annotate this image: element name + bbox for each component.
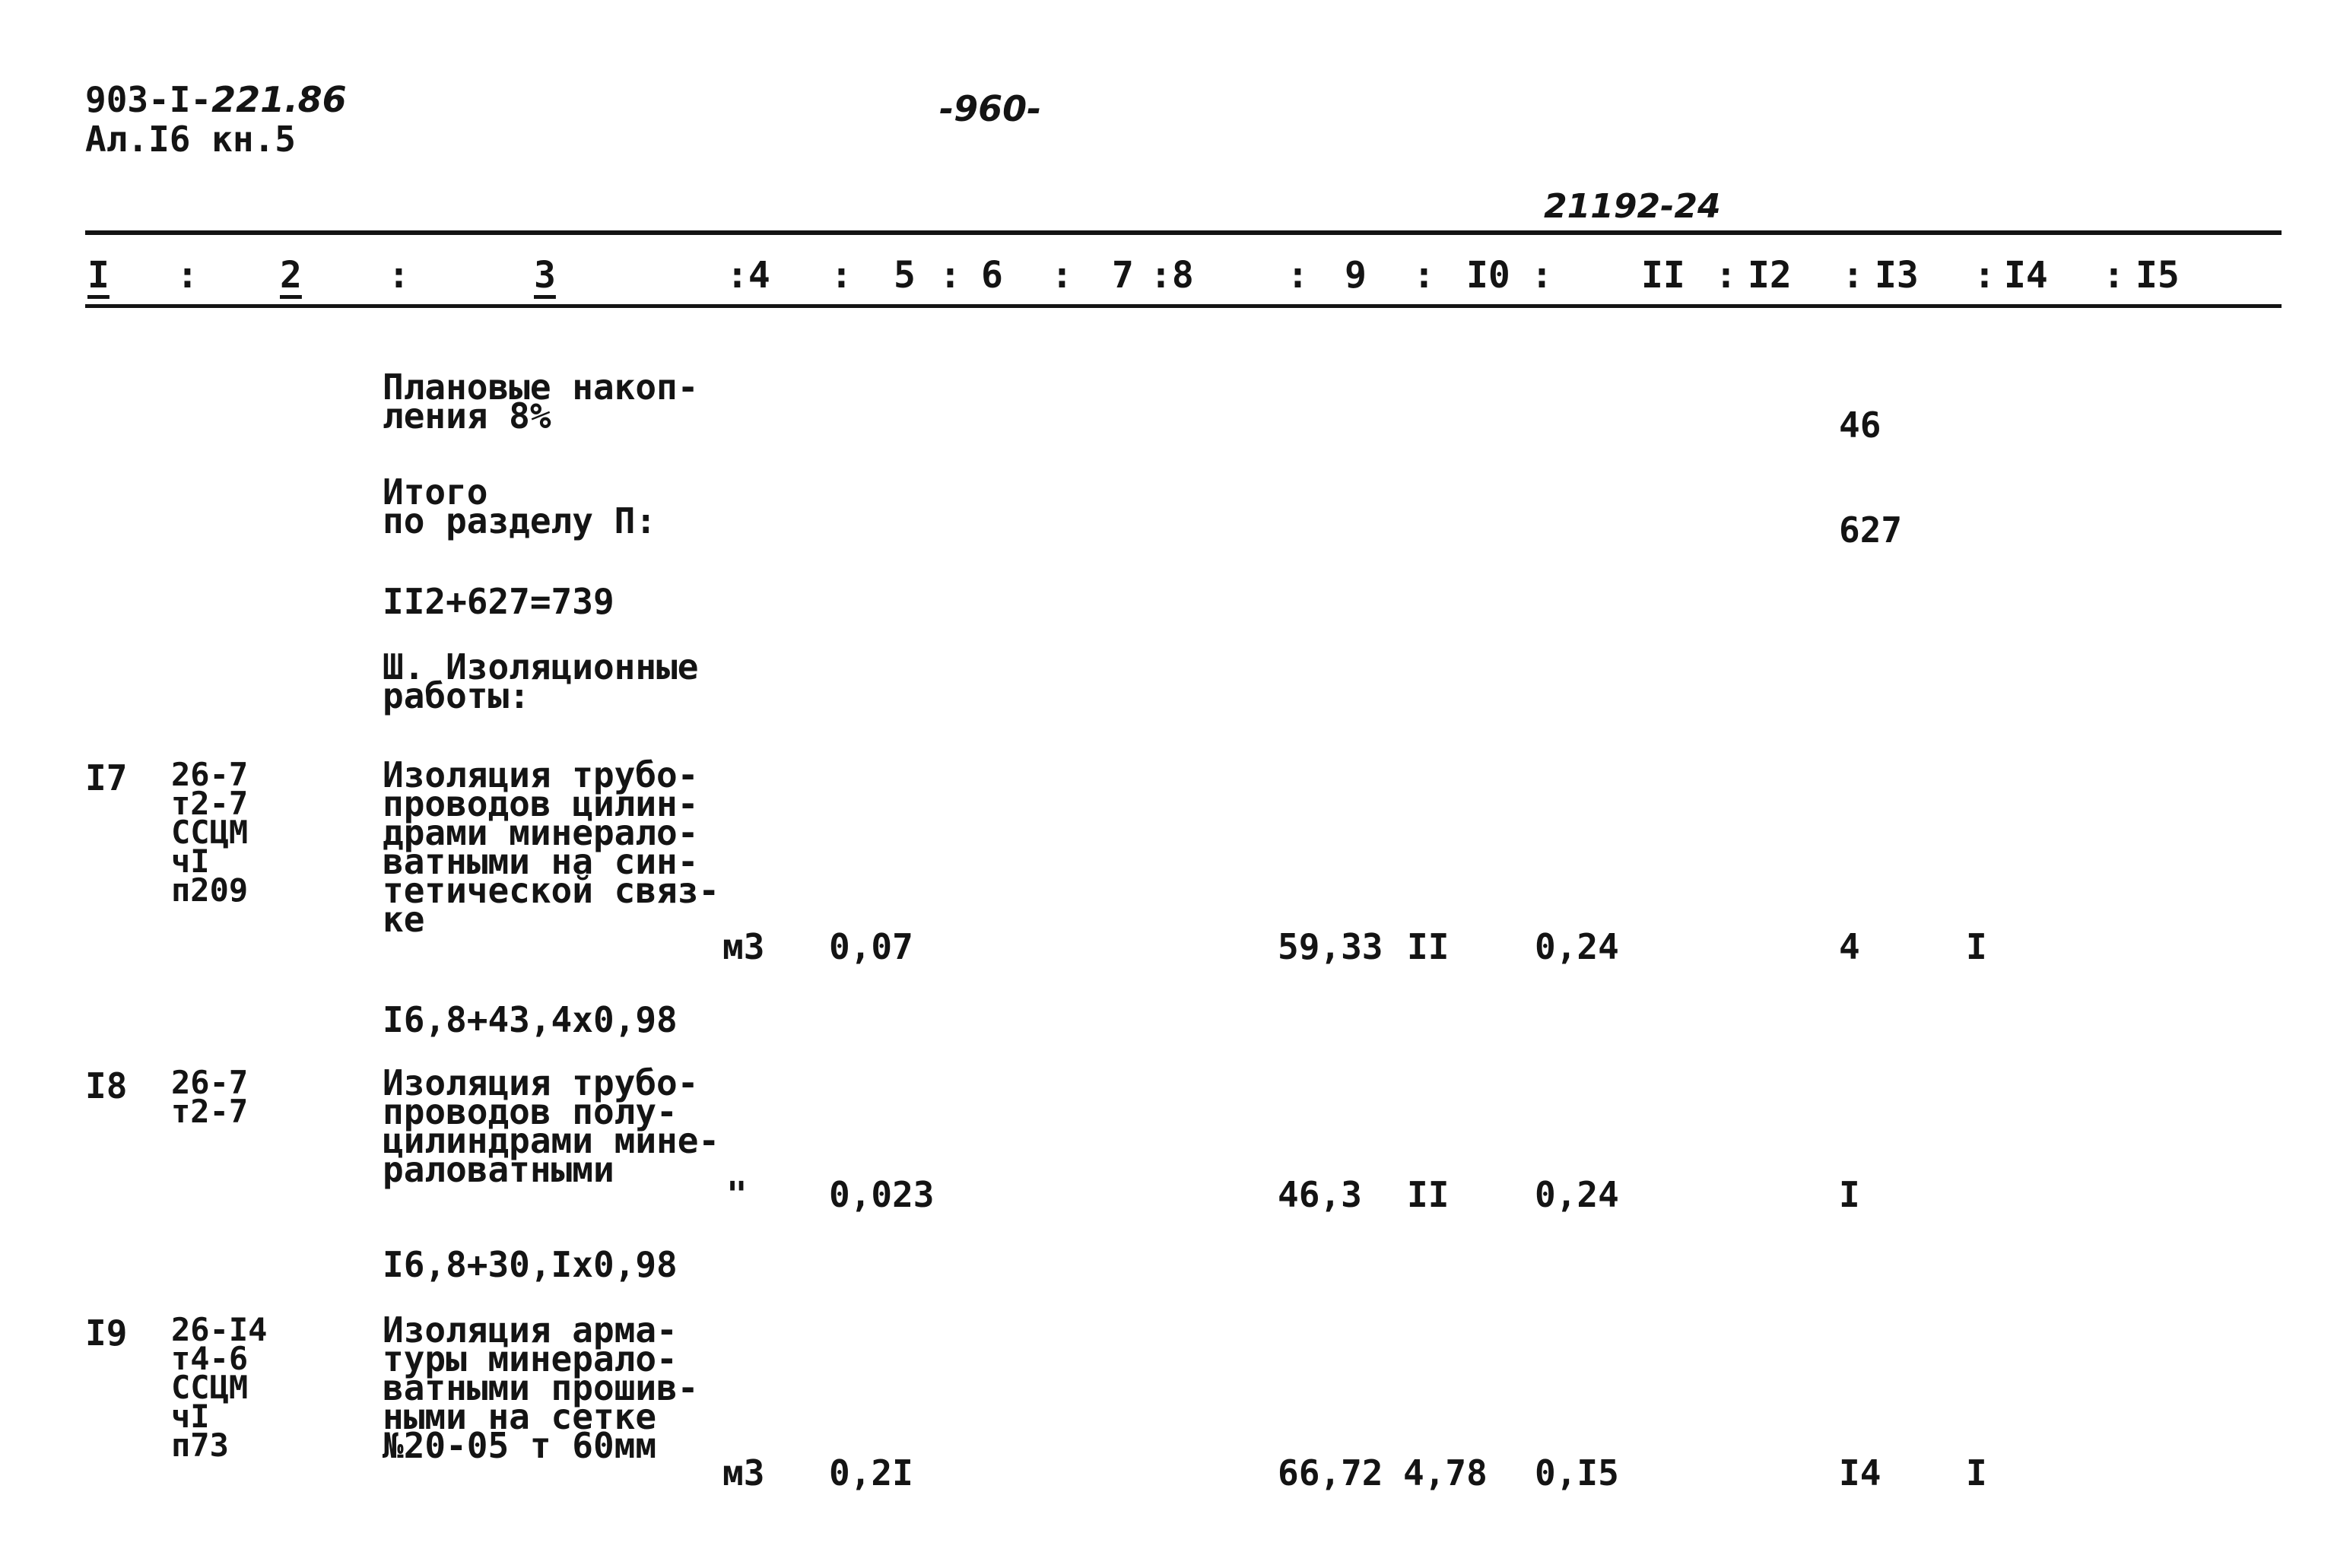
table-top-rule xyxy=(85,230,2282,235)
item-col10: 4,78 xyxy=(1403,1452,1488,1493)
item-col11: 0,I5 xyxy=(1535,1452,1619,1493)
item-code: 26-I4 т4-6 ССЦМ чI п73 xyxy=(171,1311,268,1464)
item-col14: I xyxy=(1966,1452,1987,1493)
item-col9: 66,72 xyxy=(1278,1452,1383,1493)
stamp-number: 21192-24 xyxy=(1544,187,1721,226)
column-separator: : xyxy=(388,254,410,297)
column-header-4: :4 xyxy=(726,254,770,297)
column-separator: : xyxy=(1842,254,1864,297)
item-number: I7 xyxy=(85,757,128,798)
column-header-11: II xyxy=(1641,254,1685,297)
column-header-8: :8 xyxy=(1150,254,1194,297)
item-description: Изоляция арма- туры минерало- ватными прошив- ными на сетке №20-05 т 60мм xyxy=(383,1309,699,1466)
column-header-10: I0 xyxy=(1466,254,1510,297)
section-heading-insulation: Ш. Изоляционные работы: xyxy=(383,646,699,716)
column-separator: : xyxy=(176,254,198,297)
column-header-14: I4 xyxy=(2004,254,2048,297)
row-planned-savings-label: Плановые накоп- ления 8% xyxy=(383,367,699,436)
item-description: Изоляция трубо- проводов цилин- драми минерало- ватными на син- тетической связ- ке xyxy=(383,754,720,940)
column-separator: : xyxy=(1715,254,1737,297)
row-total-formula: II2+627=739 xyxy=(383,581,614,622)
column-header-15: I5 xyxy=(2136,254,2180,297)
page-number: -960- xyxy=(939,88,1042,129)
item-unit: " xyxy=(726,1174,748,1215)
item-col11: 0,24 xyxy=(1535,926,1619,967)
document-code-handwritten: 221.86 xyxy=(211,79,347,120)
column-header-13: I3 xyxy=(1875,254,1919,297)
column-separator: : xyxy=(1413,254,1435,297)
column-header-2: 2 xyxy=(280,254,302,297)
item-quantity: 0,023 xyxy=(829,1174,935,1215)
column-separator: : xyxy=(1531,254,1553,297)
item-col14: I xyxy=(1966,926,1987,967)
column-header-9: 9 xyxy=(1345,254,1367,297)
column-separator: : xyxy=(1051,254,1073,297)
column-header-6: 6 xyxy=(981,254,1003,297)
item-formula: I6,8+30,Iх0,98 xyxy=(383,1244,678,1285)
item-col10: II xyxy=(1407,1174,1450,1215)
item-col10: II xyxy=(1407,926,1450,967)
row-total-label: Итого по разделу П: xyxy=(383,471,657,541)
item-col11: 0,24 xyxy=(1535,1174,1619,1215)
column-separator: : xyxy=(939,254,961,297)
column-separator: : xyxy=(1287,254,1309,297)
item-formula: I6,8+43,4х0,98 xyxy=(383,999,678,1040)
table-header-rule xyxy=(85,304,2282,308)
row-total-col13: 627 xyxy=(1839,509,1903,551)
document-code xyxy=(85,79,347,120)
item-col13: I xyxy=(1839,1174,1860,1215)
item-description: Изоляция трубо- проводов полу- цилиндрами мине- раловатными xyxy=(383,1062,720,1190)
item-number: I9 xyxy=(85,1312,128,1354)
item-unit: м3 xyxy=(722,926,765,967)
item-col9: 59,33 xyxy=(1278,926,1383,967)
item-col9: 46,3 xyxy=(1278,1174,1362,1215)
album-line: Ал.I6 кн.5 xyxy=(85,119,296,160)
item-code: 26-7 т2-7 ССЦМ чI п209 xyxy=(171,756,249,909)
item-col13: 4 xyxy=(1839,926,1860,967)
column-header-5: 5 xyxy=(894,254,916,297)
item-quantity: 0,2I xyxy=(829,1452,913,1493)
item-unit: м3 xyxy=(722,1452,765,1493)
column-header-1: I xyxy=(87,254,110,297)
row-planned-savings-col13: 46 xyxy=(1839,405,1881,446)
item-quantity: 0,07 xyxy=(829,926,913,967)
item-number: I8 xyxy=(85,1065,128,1106)
item-col13: I4 xyxy=(1839,1452,1881,1493)
item-code: 26-7 т2-7 xyxy=(171,1064,249,1130)
column-header-7: 7 xyxy=(1112,254,1134,297)
column-separator: : xyxy=(1974,254,1996,297)
column-header-12: I2 xyxy=(1748,254,1792,297)
column-separator: : xyxy=(830,254,853,297)
column-header-3: 3 xyxy=(534,254,556,297)
document-code-prefix: 903-I- xyxy=(85,79,212,120)
column-separator: : xyxy=(2103,254,2125,297)
